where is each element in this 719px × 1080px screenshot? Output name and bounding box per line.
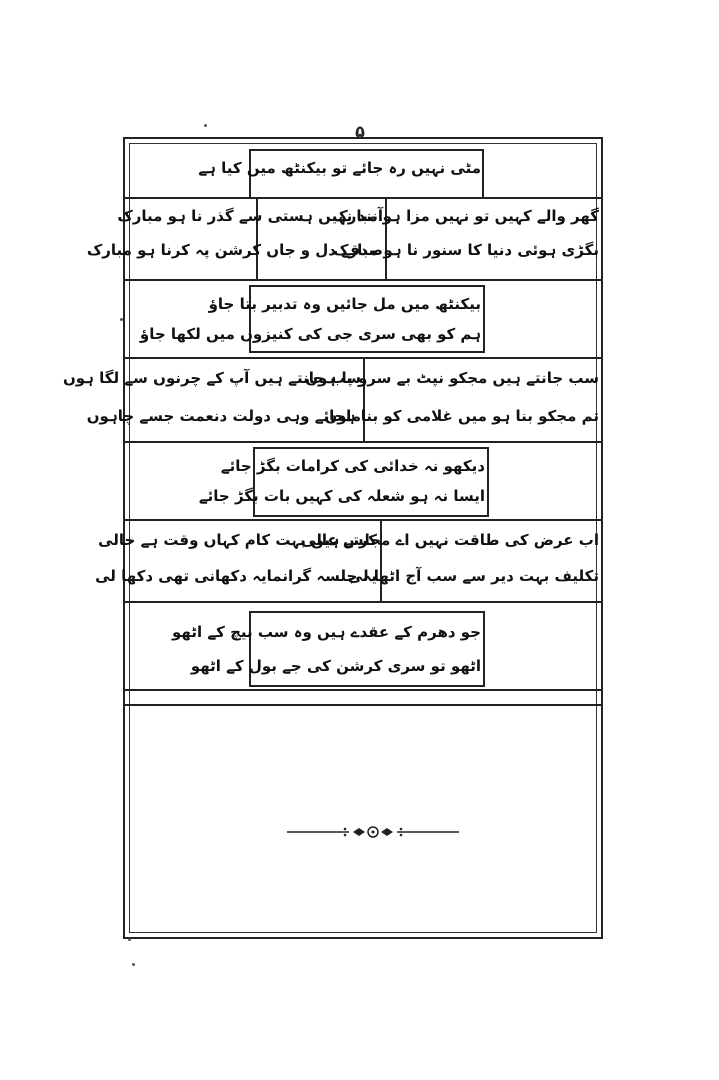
row-divider bbox=[125, 601, 601, 603]
ornament-divider bbox=[287, 822, 459, 842]
verse-line: مٹی نہیں رہ جائے تو بیکنٹھ میں کیا ہے bbox=[198, 159, 481, 177]
row-divider bbox=[125, 441, 601, 443]
row-divider bbox=[125, 519, 601, 521]
row-divider bbox=[125, 704, 601, 706]
verse-line: آنند نہیں ہستی سے گذر نا ہو مبارک bbox=[117, 207, 383, 225]
verse-line: تکلیف بہت دیر سے سب آج اٹھا لی bbox=[347, 567, 599, 585]
verse-line: صدقے دل و جاں کرشن پہ کرنا ہو مبارک bbox=[86, 241, 383, 259]
verse-line: یہ جلسہ گرانمایہ دکھانی تھی دکھا لی bbox=[95, 567, 377, 585]
scan-speck bbox=[132, 963, 135, 966]
verse-line: بیکنٹھ میں مل جائیں وہ تدبیر بتا جاؤ bbox=[208, 295, 481, 313]
verse-line: دیکھو نہ خدائی کی کرامات بگڑ جائے bbox=[220, 457, 485, 475]
verse-line: کرتے ہیں بہت کام کہاں وقت ہے خالی bbox=[98, 531, 377, 549]
verse-line: اٹھو تو سری کرشن کی جے بول کے اٹھو bbox=[190, 657, 481, 675]
verse-line: جو دھرم کے عقدے ہیں وہ سب بیچ کے اٹھو bbox=[172, 623, 481, 641]
verse-line: تم مجکو بنا ہو میں غلامی کو بنا ہوں bbox=[324, 407, 599, 425]
scan-speck bbox=[204, 124, 207, 127]
verse-line: سب جانتے ہیں مجکو نپٹ بے سرو پا ہوں bbox=[305, 369, 599, 387]
verse-line: ملجائے وہی دولت دنعمت جسے چاہوں bbox=[86, 407, 361, 425]
scan-speck bbox=[120, 318, 123, 321]
verse-line: اب عرض کی طاقت نہیں اے مجلس عالی bbox=[301, 531, 599, 549]
verse-line: ایسا نہ ہو شعلہ کی کہیں بات بگڑ جائے bbox=[198, 487, 485, 505]
verse-line: بگڑی ہوئی دنیا کا سنور نا ہو مبارک bbox=[333, 241, 599, 259]
scan-speck bbox=[128, 938, 131, 941]
row-divider bbox=[125, 279, 601, 281]
verse-line: سب جانتے ہیں آپ کے چرنوں سے لگا ہوں bbox=[62, 369, 361, 387]
verse-line: گھر والے کہیں تو نہیں مزا ہو مبارک bbox=[332, 207, 599, 225]
verse-line: ہم کو بھی سری جی کی کنیزوں میں لکھا جاؤ bbox=[139, 325, 481, 343]
row-divider bbox=[125, 689, 601, 691]
page-number: ۵ bbox=[355, 122, 365, 141]
page-frame bbox=[62, 137, 603, 939]
